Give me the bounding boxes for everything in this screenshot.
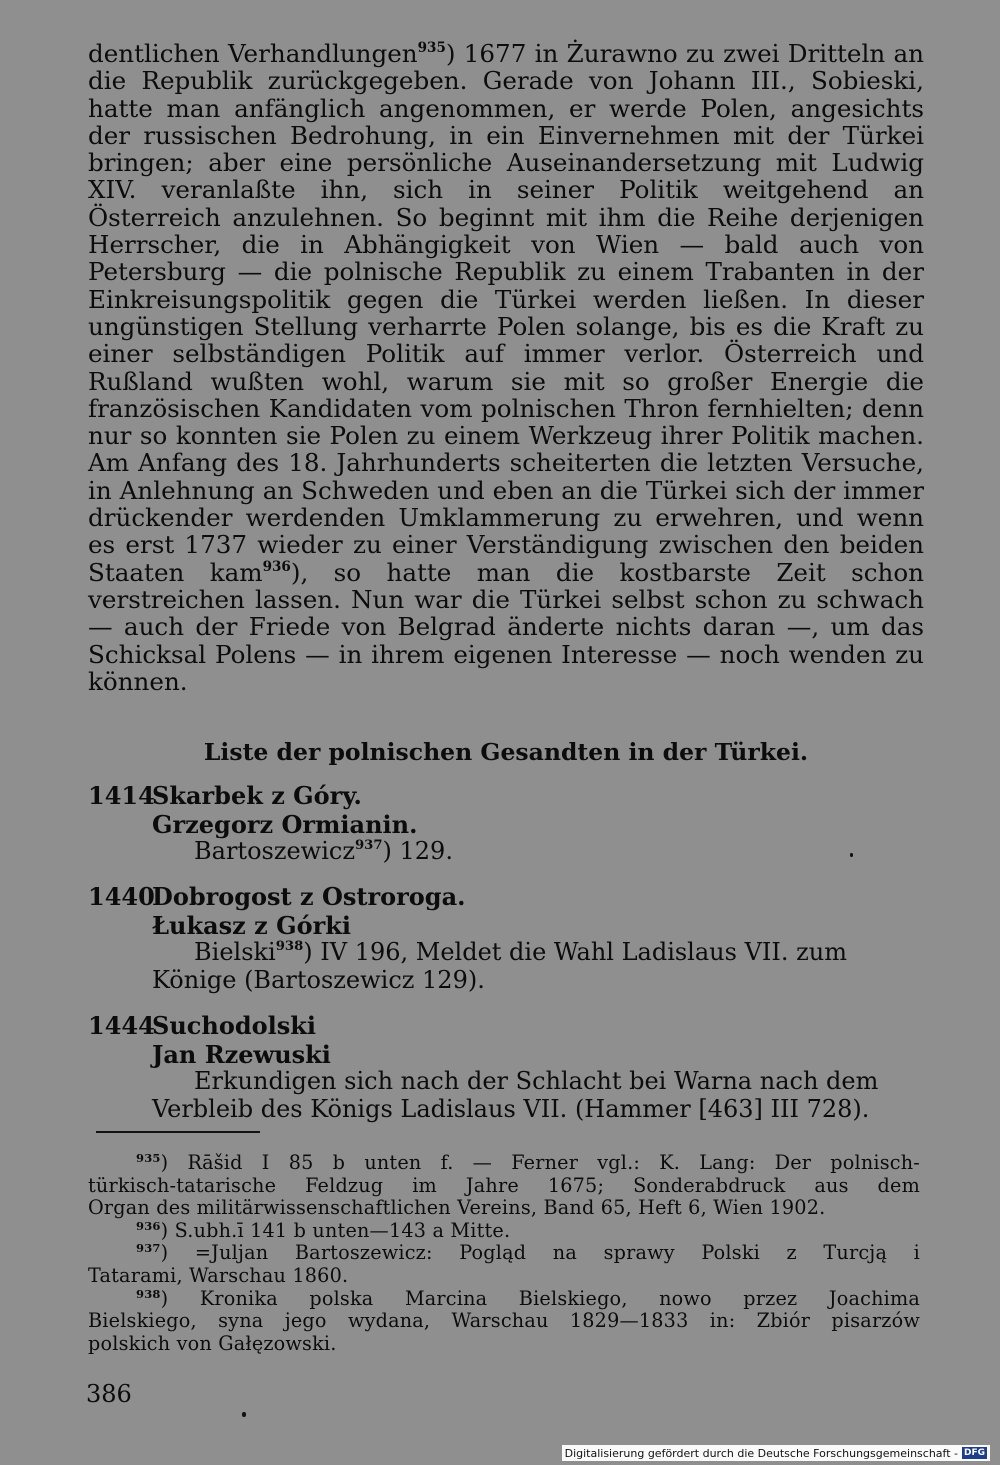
footnote-reference: 936 [262,558,291,575]
footnote-number: 935 [136,1151,161,1166]
dfg-logo: DFG [963,1448,985,1458]
entry-note: Könige (Bartoszewicz 129). [152,965,485,994]
entry-note: Bartoszewicz$^{937}$) 129. [194,837,453,865]
body-paragraph [88,40,924,695]
entry-name: Dobrogost z Ostroroga. [152,882,466,911]
footnote: $^{937}$) =Juljan Bartoszewicz: Pogląd na sprawy Polski z Turcją i Tatarami, Warschau 1860. [88,1241,920,1287]
entry-year: 1440 [88,882,155,911]
envoy-entry [88,1012,924,1123]
entry-name: Jan Rzewuski [152,1039,331,1069]
digitization-credit [562,1445,990,1461]
footnote-reference: 938 [275,939,304,955]
footnote-number: 937 [136,1241,161,1256]
entry-name: Łukasz z Górki [152,910,352,940]
speck-mark [850,853,853,857]
entry-note: Bielski$^{938}$) IV 196, Meldet die Wahl Ladislaus VII. zum [194,938,847,966]
footnote-reference: 935 [417,39,446,56]
body-text-part: dentlichen Verhandlungen [88,39,418,68]
footnote-divider [96,1131,260,1133]
speck-mark [242,1412,246,1417]
footnote-number: 938 [136,1286,161,1301]
footnote: $^{938}$) Kronika polska Marcina Bielskiego, nowo przez Joachima Bielskiego, syna jego wydana, Warschau 1829—1833 in: Zbiór pisarzów polskich von Gałęzowski. [88,1286,920,1355]
envoy-entry [88,883,924,994]
entry-year: 1444 [88,1011,155,1040]
entry-name: Skarbek z Góry. [152,781,362,810]
page-number: 386 [86,1380,132,1408]
section-heading: Liste der polnischen Gesandten in der Türkei. [203,738,809,766]
body-text-part: ), so hatte man die kostbarste Zeit schon verstreichen lassen. Nun war die Türkei selbst schon zu schwach — auch der Friede von Belgrad änderte nichts daran —, um das Schicksal Polens — in ihrem eigenen Interesse — noch wenden zu können. [88,557,924,696]
credit-text: Digitalisierung gefördert durch die Deutsche Forschungsgemeinschaft - [564,1446,958,1460]
footnote-reference: 937 [354,838,383,854]
entry-note: Verbleib des Königs Ladislaus VII. (Hammer [463] III 728). [152,1094,870,1123]
footnotes [88,1152,920,1355]
entry-note: Erkundigen sich nach der Schlacht bei Warna nach dem [194,1067,879,1095]
footnote: $^{935}$) Rāšid I 85 b unten f. — Ferner vgl.: K. Lang: Der polnisch- türkisch-tatarische Feldzug im Jahre 1675; Sonderabdruck aus dem Organ des militärwissenschaftlichen Vereins, Band 65, Heft 6, Wien 1902. [88,1151,920,1220]
entry-name: Grzegorz Ormianin. [152,809,418,839]
footnote: $^{936}$) S.ubh.ī 141 b unten—143 a Mitte. [136,1218,511,1242]
entry-year: 1414 [88,781,155,810]
body-text-part: ) 1677 in Żurawno zu zwei Dritteln an die Republik zurückgegeben. Gerade von Johann III., Sobieski, hatte man anfänglich angenommen, er werde Polen, angesichts der russischen Bedrohung, in ein Einvernehmen mit der Türkei bringen; aber eine persönliche Auseinandersetzung mit Ludwig XIV. veranlaßte ihn, sich in seiner Politik weitgehend an Österreich anzulehnen. So beginnt mit ihm die Reihe derjenigen Herrscher, die in Abhängigkeit von Wien — bald auch von Petersburg — die polnische Republik zu einem Trabanten in der Einkreisungspolitik gegen die Türkei werden ließen. In dieser ungünstigen Stellung verharrte Polen solange, bis es die Kraft zu einer selbständigen Politik auf immer verlor. Österreich und Rußland wußten wohl, warum sie mit so großer Energie die französischen Kandidaten vom polnischen Thron fernhielten; denn nur so konnten sie Polen zu einem Werkzeug ihrer Politik machen. Am Anfang des 18. Jahrhunderts scheiterten die letzten Versuche, in Anlehnung an Schweden und eben an die Türkei sich der immer drückender werdenden Umklammerung zu erwehren, und wenn es erst 1737 wieder zu einer Verständigung zwischen den beiden Staaten kam [88,39,924,587]
envoy-entry [88,782,924,866]
entry-name: Suchodolski [152,1011,317,1040]
footnote-number: 936 [136,1218,161,1233]
